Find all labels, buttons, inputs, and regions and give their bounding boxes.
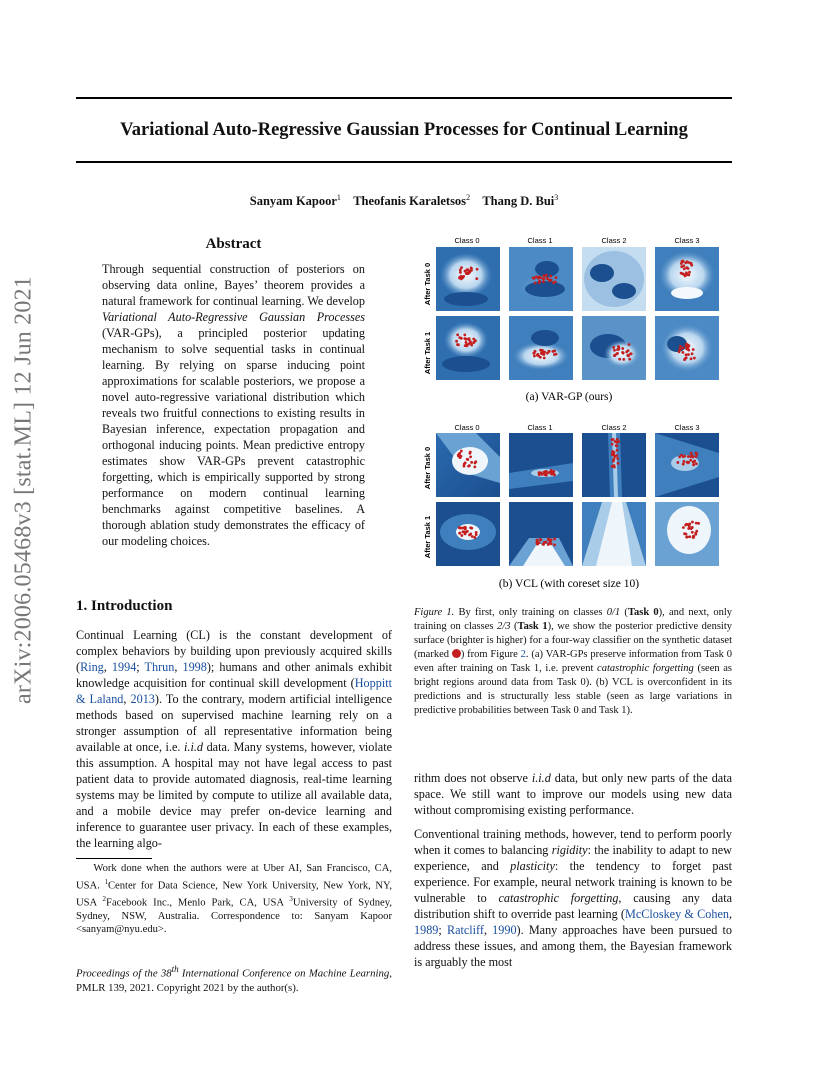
data-point (541, 349, 544, 352)
data-point (463, 526, 466, 529)
data-point (466, 458, 469, 461)
citation-link[interactable]: 2013 (130, 692, 155, 706)
data-point (537, 277, 540, 280)
data-point (687, 455, 690, 458)
data-point (691, 531, 694, 534)
data-point (545, 274, 548, 277)
data-point (538, 473, 541, 476)
data-point (687, 527, 690, 530)
data-point (462, 530, 465, 533)
data-point (465, 338, 468, 341)
data-point (678, 350, 681, 353)
data-point (538, 281, 541, 284)
footnote-rule (76, 858, 152, 859)
data-point (690, 357, 693, 360)
data-point (459, 456, 462, 459)
data-point (627, 349, 630, 352)
var-gp-panels (436, 247, 719, 380)
data-point (458, 526, 461, 529)
data-point (476, 268, 479, 271)
data-point (547, 538, 550, 541)
data-point (613, 458, 616, 461)
abstract-heading: Abstract (205, 236, 262, 252)
data-point (616, 445, 619, 448)
data-point (613, 349, 616, 352)
citation-link[interactable]: 1998 (182, 660, 207, 674)
citation-link[interactable]: McCloskey & Cohen (624, 907, 729, 921)
data-point (542, 280, 545, 283)
data-point (630, 352, 633, 355)
figure-link[interactable]: 2 (520, 649, 526, 660)
data-point (613, 466, 616, 469)
data-point (549, 275, 552, 278)
intro-paragraph: Continual Learning (CL) is the constant development of complex behaviors by building upon previously acquired skills (Ring, 1994; Thrun, 1998); humans and other animals exhibit knowledge acquisition for continual skill development (Hoppitt & Laland, 2013). To the contrary, modern artificial intelligence methods based on supervised machine learning rely on a stronger assumption of all representative information being available at once, i.e. i.i.d data. Many systems, however, violate this assumption. A hospital may not have legal access to past patient data to provide automated diagnosis, real-time learning systems may be limited by compute to utilize all available data, and a mobile device may prefer on-device learning and inference to guarantee user privacy. In each of these examples, the learning algo- (76, 628, 393, 850)
data-point (542, 471, 545, 474)
data-point (691, 521, 694, 524)
data-point (547, 543, 550, 546)
data-point (613, 354, 616, 357)
citation-link[interactable]: Ratcliff (446, 923, 484, 937)
data-point (621, 351, 624, 354)
data-point (692, 463, 695, 466)
data-point (468, 534, 471, 537)
marker-dot-icon (452, 649, 461, 658)
citation-link[interactable]: 1989 (414, 923, 439, 937)
data-point (470, 461, 473, 464)
data-point (615, 441, 618, 444)
author-name: Theofanis Karaletsos (353, 194, 467, 209)
data-point (686, 523, 689, 526)
data-point (685, 353, 688, 356)
data-point (685, 271, 688, 274)
data-point (466, 268, 469, 271)
data-point (628, 358, 631, 361)
data-point (616, 449, 619, 452)
figure-1 (406, 232, 734, 592)
data-point (682, 260, 685, 263)
data-point (461, 276, 464, 279)
data-point (470, 342, 473, 345)
subfigure-caption: (b) VCL (with coreset size 10) (498, 578, 640, 590)
data-point (473, 466, 476, 469)
data-point (545, 541, 548, 544)
data-point (474, 460, 477, 463)
data-point (460, 266, 463, 269)
data-point (458, 452, 461, 455)
data-point (470, 269, 473, 272)
data-point (691, 454, 694, 457)
data-point (687, 461, 690, 464)
data-point (465, 272, 468, 275)
data-point (611, 438, 614, 441)
data-point (553, 538, 556, 541)
row-label: After Task 1 (423, 515, 432, 559)
data-point (685, 533, 688, 536)
body-paragraph: Conventional training methods, however, tend to perform poorly when it comes to balancing rigidity: the inability to adapt to new experience, and plasticity: the tendency to forget past experience. For example, neural network training is known to be vulnerable to catastrophic forgetting, causing any data distribution shift to override past learning (McCloskey & Cohen, 1989; Ratcliff, 1990). Many approaches have been pursued to address these issues, and among them, the Bayesian framework is arguably the most (414, 827, 732, 969)
data-point (628, 343, 631, 346)
citation-link[interactable]: 1994 (111, 660, 137, 674)
data-point (618, 358, 621, 361)
data-point (543, 357, 546, 360)
data-point (469, 456, 472, 459)
data-point (683, 460, 686, 463)
data-point (688, 535, 691, 538)
data-point (542, 543, 545, 546)
data-point (554, 280, 557, 283)
data-point (465, 341, 468, 344)
data-point (539, 538, 542, 541)
data-point (546, 352, 549, 355)
data-point (683, 358, 686, 361)
data-point (471, 535, 474, 538)
data-point (553, 544, 556, 547)
data-point (679, 347, 682, 350)
arxiv-stamp (10, 276, 38, 704)
author-name: Sanyam Kapoor (249, 194, 337, 209)
data-point (695, 462, 698, 465)
proceedings-note: Proceedings of the 38th International Conference on Machine Learning, PMLR 139, 2021. Copyright 2021 by the author(s). (76, 964, 392, 994)
data-point (691, 526, 694, 529)
data-point (684, 274, 687, 277)
vcl-panels (436, 433, 719, 566)
data-point (611, 443, 614, 446)
data-point (682, 463, 685, 466)
data-point (680, 272, 683, 275)
class-label: Class 1 (527, 236, 553, 245)
data-point (464, 532, 467, 535)
data-point (548, 279, 551, 282)
data-point (542, 277, 545, 280)
data-point (684, 261, 687, 264)
data-point (458, 277, 461, 280)
data-point (695, 530, 698, 533)
author-affiliation: 1 (336, 193, 341, 202)
data-point (617, 462, 620, 465)
data-point (464, 461, 467, 464)
class-label: Class 3 (674, 236, 700, 245)
data-point (539, 356, 542, 359)
data-point (617, 348, 620, 351)
row-label: After Task 0 (423, 446, 432, 490)
data-point (682, 264, 685, 267)
data-point (534, 282, 537, 285)
citation-link[interactable]: Thrun (144, 660, 175, 674)
data-point (685, 343, 688, 346)
data-point (472, 341, 475, 344)
footnote: Work done when the authors were at Uber AI, San Francisco, CA, USA. $^1$Center for Data Science, New York University, New York, NY, USA $^2$Facebook Inc., Menlo Park, CA, USA $^3$University of Sydney, Sydney, NSW, Australia. Correspondence to: Sanyam Kapoor <sanyam@nyu.edu>. (76, 863, 392, 936)
row-label: After Task 0 (423, 262, 432, 306)
title-rule (76, 161, 732, 163)
citation-link[interactable]: Hoppitt & Laland (76, 676, 392, 706)
data-point (458, 532, 461, 535)
data-point (683, 267, 686, 270)
data-point (679, 345, 682, 348)
data-point (682, 526, 685, 529)
data-point (693, 357, 696, 360)
data-point (457, 343, 460, 346)
data-point (692, 461, 695, 464)
data-point (616, 457, 619, 460)
data-point (475, 533, 478, 536)
data-point (681, 351, 684, 354)
class-label: Class 3 (674, 423, 700, 432)
data-point (475, 277, 478, 280)
data-point (464, 270, 467, 273)
data-point (695, 522, 698, 525)
data-point (686, 535, 689, 538)
author-list (76, 193, 732, 209)
data-point (460, 450, 463, 453)
data-point (532, 276, 535, 279)
data-point (533, 355, 536, 358)
data-point (467, 465, 470, 468)
top-rule (76, 97, 732, 99)
figure-caption: Figure 1. By first, only training on classes 0/1 (Task 0), and next, only training on classes 2/3 (Task 1), we show the posterior predictive density surface (brighter is higher) for a four-way classifier on the synthetic dataset (marked ) from Figure 2. (a) VAR-GPs preserve information from Task 0 even after training on Task 1, i.e. prevent catastrophic forgetting (seen as bright regions around data from Task 0). (b) VCL is overconfident in its predictions and is structurally less stable (seen as large variations in predictive probabilities between Task 0 and Task 1). (414, 607, 733, 716)
data-point (617, 345, 620, 348)
data-point (460, 534, 463, 537)
row-label: After Task 1 (423, 331, 432, 375)
data-point (687, 261, 690, 264)
data-point (688, 344, 691, 347)
data-point (691, 352, 694, 355)
class-label: Class 0 (454, 236, 480, 245)
data-point (611, 453, 614, 456)
data-point (550, 542, 553, 545)
data-point (682, 455, 685, 458)
data-point (616, 352, 619, 355)
data-point (544, 473, 547, 476)
data-point (676, 461, 679, 464)
data-point (555, 276, 558, 279)
section-heading: 1. Introduction (76, 598, 173, 614)
data-point (469, 452, 472, 455)
citation-link[interactable]: 1990 (492, 923, 517, 937)
data-point (692, 348, 695, 351)
data-point (473, 536, 476, 539)
paper-title: Variational Auto-Regressive Gaussian Processes for Continual Learning (120, 120, 688, 140)
data-point (689, 459, 692, 462)
citation-link[interactable]: Ring (80, 660, 104, 674)
data-point (612, 346, 615, 349)
data-point (549, 540, 552, 543)
class-label: Class 2 (601, 236, 627, 245)
author-affiliation: 2 (466, 193, 471, 202)
data-point (469, 526, 472, 529)
data-point (627, 354, 630, 357)
author-name: Thang D. Bui (482, 194, 555, 209)
data-point (685, 266, 688, 269)
data-point (553, 349, 556, 352)
data-point (688, 271, 691, 274)
data-point (621, 347, 624, 350)
data-point (542, 274, 545, 277)
subfigure-caption: (a) VAR-GP (ours) (525, 391, 613, 403)
abstract-body: Through sequential construction of posteriors on observing data online, Bayes’ theorem provides a natural framework for continual learning. We develop Variational Auto-Regressive Gaussian Processes (VAR-GPs), a principled posterior updating mechanism to solve sequential tasks in continual learning. By relying on sparse inducing point approximations for scalable posteriors, we propose a novel auto-regressive variational distribution which reveals two fruitful connections to existing results in Bayesian inference, expectation propagation and orthogonal inducing points. Mean predictive entropy estimates show VAR-GPs prevent catastrophic forgetting, which is empirically supported by strong performance on modern continual learning benchmarks against competitive baselines. A thorough ablation study demonstrates the efficacy of our modeling choices. (102, 262, 365, 548)
data-point (455, 340, 458, 343)
data-point (546, 277, 549, 280)
data-point (456, 333, 459, 336)
data-point (458, 336, 461, 339)
data-point (553, 353, 556, 356)
data-point (687, 353, 690, 356)
class-label: Class 2 (601, 423, 627, 432)
author-affiliation: 3 (554, 193, 559, 202)
data-point (468, 337, 471, 340)
data-point (459, 271, 462, 274)
data-point (539, 276, 542, 279)
data-point (692, 535, 695, 538)
data-point (534, 350, 537, 353)
arxiv-id: arXiv:2006.05468v3 [stat.ML] 12 Jun 2021 (10, 276, 37, 704)
data-point (463, 334, 466, 337)
data-point (551, 471, 554, 474)
data-point (682, 346, 685, 349)
class-label: Class 1 (527, 423, 553, 432)
data-point (543, 353, 546, 356)
data-point (616, 438, 619, 441)
data-point (536, 539, 539, 542)
data-point (695, 453, 698, 456)
class-label: Class 0 (454, 423, 480, 432)
data-point (622, 358, 625, 361)
body-paragraph: rithm does not observe i.i.d data, but only new parts of the data space. We still want to improve our models using new data without compromising existing performance. (414, 771, 732, 817)
